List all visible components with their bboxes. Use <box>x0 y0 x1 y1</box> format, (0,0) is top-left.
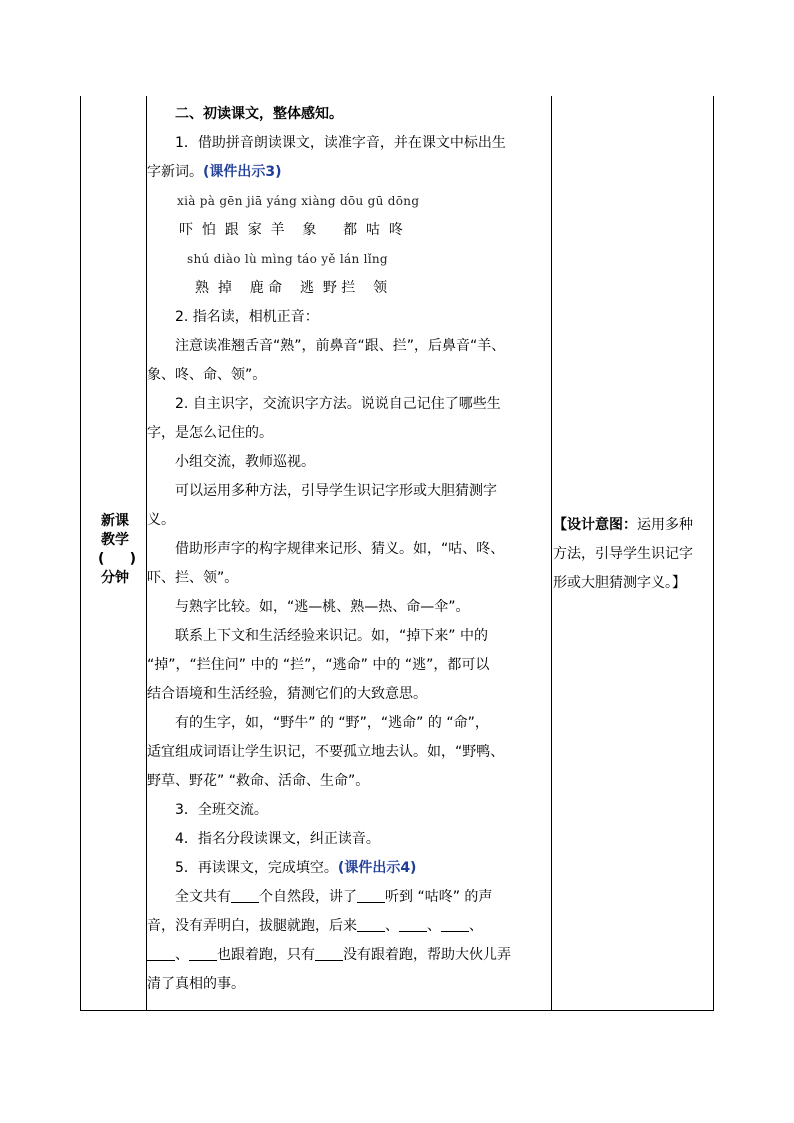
words-a: 有的生字，如，“野牛” 的 “野”，“逃命” 的 “命”， <box>175 715 489 731</box>
table-divider-2 <box>551 96 552 1011</box>
fill-sep: 、 <box>427 918 441 934</box>
fill-blank <box>399 917 427 932</box>
section-label-line4: 分钟 <box>101 570 129 586</box>
step1-text: 字新词。 <box>147 164 203 180</box>
section-label-line2: 教学 <box>101 532 129 548</box>
fill-sep: 、 <box>469 918 483 934</box>
section-label-line1: 新课 <box>101 513 129 529</box>
fill-text: 没有跟着跑，帮助大伙儿弄 <box>343 947 511 963</box>
section-heading: 二、初读课文，整体感知。 <box>175 106 343 122</box>
courseware-tag-3: (课件出示3) <box>203 164 282 180</box>
context-c: 结合语境和生活经验，猜测它们的大致意思。 <box>147 686 427 702</box>
fill-text: 音，没有弄明白，拔腿就跑，后来 <box>147 918 357 934</box>
step6 <box>147 854 551 883</box>
fill-sep: 、 <box>175 947 189 963</box>
paren-close: ) <box>129 551 136 567</box>
fill-line-c <box>147 941 551 970</box>
context-b: “掉”，“拦住问” 中的 “拦”，“逃命” 中的 “逃”，都可以 <box>147 657 490 673</box>
design-intent <box>553 511 713 598</box>
fill-blank <box>357 917 385 932</box>
step1-line-b <box>147 158 551 187</box>
table-border-right <box>713 96 714 1011</box>
fill-blank <box>441 917 469 932</box>
fill-line-d: 清了真相的事。 <box>147 976 245 992</box>
fill-blank <box>357 888 385 903</box>
design-intent-line-c: 形或大胆猜测字义。】 <box>553 575 686 591</box>
fill-sep: 、 <box>385 918 399 934</box>
group-discussion: 小组交流，教师巡视。 <box>175 454 315 470</box>
design-intent-text-a: 运用多种 <box>637 517 693 533</box>
hanzi-row-2: 熟 掉 鹿 命 逃 野 拦 领 <box>195 280 388 296</box>
design-intent-label: 【设计意图： <box>553 517 637 533</box>
fill-line-b <box>147 912 551 941</box>
step3-b: 字，是怎么记住的。 <box>147 425 273 441</box>
method-b: 义。 <box>147 512 175 528</box>
fill-text: 也跟着跑，只有 <box>217 947 315 963</box>
fill-blank <box>189 946 217 961</box>
fill-text: 个自然段，讲了 <box>259 889 357 905</box>
table-border-bottom <box>80 1010 714 1011</box>
teaching-content <box>147 100 551 999</box>
fill-blank <box>315 946 343 961</box>
step4: 3．全班交流。 <box>175 802 268 818</box>
fill-blank <box>231 888 259 903</box>
fill-line-a <box>147 883 551 912</box>
pinyin-row-2: shú diào lù mìng táo yě lán lǐng <box>187 252 388 266</box>
words-c: 野草、野花” “救命、活命、生命”。 <box>147 773 370 789</box>
shape-b: 吓、拦、领”。 <box>147 570 239 586</box>
courseware-tag-4: (课件出示4) <box>337 860 417 876</box>
step2: 2. 指名读，相机正音： <box>175 309 319 325</box>
section-label <box>92 512 138 588</box>
fill-text: 全文共有 <box>175 889 231 905</box>
step6-text: 5．再读课文，完成填空。 <box>175 860 338 876</box>
minutes-blank <box>92 550 138 569</box>
fill-blank <box>147 946 175 961</box>
context-a: 联系上下文和生活经验来识记。如，“掉下来” 中的 <box>175 628 488 644</box>
words-b: 适宜组成词语让学生识记，不要孤立地去认。如，“野鸭、 <box>147 744 505 760</box>
step2-note-b: 象、咚、命、领”。 <box>147 367 267 383</box>
step3-a: 2. 自主识字，交流识字方法。说说自己记住了哪些生 <box>175 396 501 412</box>
design-intent-line-b: 方法，引导学生识记字 <box>553 546 693 562</box>
paren-open: ( <box>98 551 105 567</box>
step1-line-a: 1．借助拼音朗读课文，读准字音，并在课文中标出生 <box>175 135 506 151</box>
compare: 与熟字比较。如，“逃—桃、熟—热、命—伞”。 <box>175 599 470 615</box>
shape-a: 借助形声字的构字规律来记形、猜义。如，“咕、咚、 <box>175 541 505 557</box>
fill-text: 听到 “咕咚” 的声 <box>385 889 493 905</box>
design-intent-line-a <box>553 511 713 540</box>
step5: 4．指名分段读课文，纠正读音。 <box>175 831 380 847</box>
step2-note-a: 注意读准翘舌音“熟”，前鼻音“跟、拦”，后鼻音“羊、 <box>175 338 506 354</box>
table-border-left <box>80 96 81 1011</box>
hanzi-row-1: 吓 怕 跟 家 羊 象 都 咕 咚 <box>179 222 403 238</box>
method-a: 可以运用多种方法，引导学生识记字形或大胆猜测字 <box>175 483 497 499</box>
pinyin-row-1: xià pà gēn jiā yáng xiàng dōu gū dōng <box>177 194 420 208</box>
